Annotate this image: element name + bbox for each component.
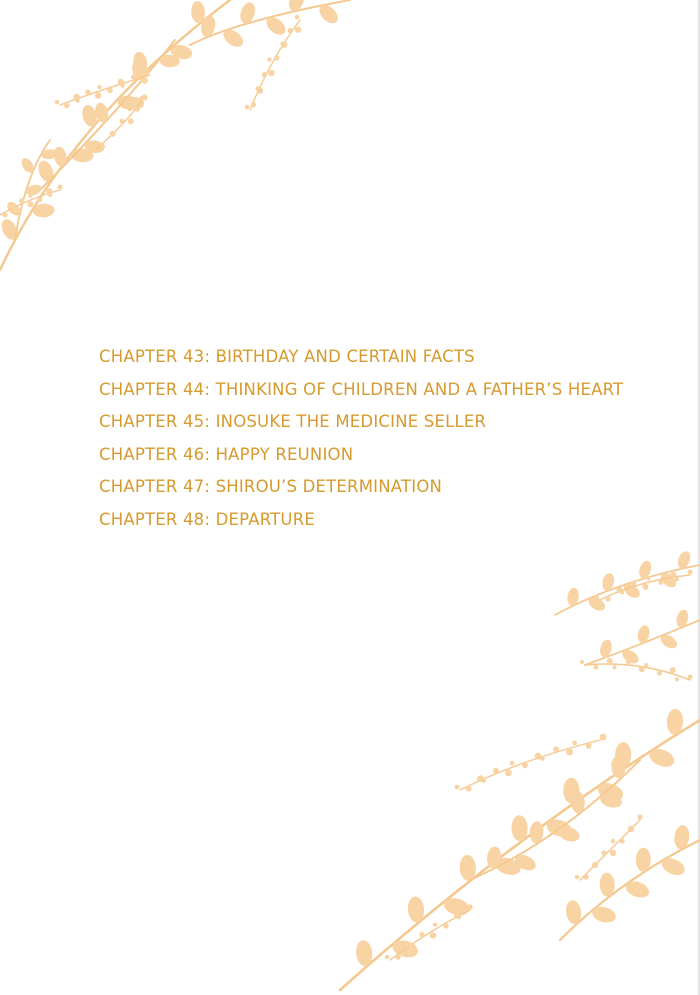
bottom-right-branch-illustration	[340, 549, 700, 990]
bud-shape	[145, 70, 149, 74]
bud-shape	[288, 28, 293, 33]
bud-shape	[251, 102, 256, 107]
bud-shape	[670, 667, 676, 673]
bud-shape	[140, 96, 144, 100]
bud-shape	[409, 944, 413, 948]
bud-shape	[55, 100, 59, 104]
toc-entry-chapter-44[interactable]: CHAPTER 44: THINKING OF CHILDREN AND A FATHER’S HEART	[99, 379, 624, 399]
bud-shape	[687, 674, 692, 679]
bud-shape	[611, 839, 615, 843]
bud-shape	[430, 932, 436, 938]
bud-shape	[612, 665, 616, 669]
bud-shape	[274, 55, 279, 60]
bud-shape	[620, 590, 624, 594]
toc-entry-chapter-48[interactable]: CHAPTER 48: DEPARTURE	[99, 509, 316, 529]
bud-shape	[419, 932, 424, 937]
bud-shape	[631, 581, 636, 586]
bud-shape	[553, 746, 559, 752]
bud-shape	[675, 677, 679, 681]
bud-shape	[457, 915, 461, 919]
bud-shape	[267, 57, 271, 61]
bud-shape	[601, 850, 606, 855]
bud-shape	[128, 107, 132, 111]
bud-shape	[11, 207, 15, 211]
bud-shape	[595, 595, 599, 599]
bud-shape	[593, 665, 598, 670]
bud-shape	[675, 577, 679, 581]
bud-shape	[600, 734, 607, 741]
bud-shape	[245, 105, 249, 109]
bud-shape	[135, 107, 140, 112]
toc-entry-chapter-46[interactable]: CHAPTER 46: HAPPY REUNION	[99, 444, 354, 464]
bud-shape	[120, 83, 124, 87]
bud-shape	[19, 198, 24, 203]
bud-shape	[540, 756, 545, 761]
bud-shape	[128, 118, 134, 124]
bud-shape	[131, 74, 136, 79]
bud-shape	[586, 743, 592, 749]
stem-shape	[460, 740, 600, 790]
bud-shape	[493, 768, 499, 774]
bud-shape	[626, 659, 631, 664]
bud-shape	[100, 144, 105, 149]
bud-shape	[580, 660, 584, 664]
bud-shape	[593, 863, 597, 867]
leaf-shape	[659, 855, 687, 878]
bud-shape	[644, 663, 648, 667]
toc-entry-chapter-43[interactable]: CHAPTER 43: BIRTHDAY AND CERTAIN FACTS	[99, 347, 475, 366]
bud-shape	[443, 923, 448, 928]
bud-shape	[107, 88, 112, 93]
bud-shape	[29, 194, 33, 198]
bud-shape	[619, 838, 624, 843]
bud-shape	[522, 763, 528, 769]
stem-shape	[250, 20, 300, 110]
bud-shape	[295, 27, 301, 33]
bud-shape	[433, 922, 437, 926]
bud-shape	[467, 904, 472, 909]
bud-shape	[395, 954, 400, 959]
bud-shape	[466, 786, 472, 792]
bud-shape	[268, 70, 274, 76]
bud-shape	[583, 874, 588, 879]
bud-shape	[510, 761, 515, 766]
bud-shape	[607, 658, 613, 664]
bud-shape	[610, 850, 616, 856]
toc-entry-chapter-45[interactable]: CHAPTER 45: INOSUKE THE MEDICINE SELLER	[99, 412, 487, 432]
bud-shape	[687, 569, 692, 574]
bud-shape	[481, 778, 486, 783]
bud-shape	[48, 193, 52, 197]
bud-shape	[575, 875, 579, 879]
bud-shape	[64, 103, 69, 108]
bud-shape	[657, 671, 662, 676]
bud-shape	[643, 584, 649, 590]
bud-shape	[629, 827, 633, 831]
table-of-contents	[99, 344, 689, 540]
bud-shape	[572, 741, 577, 746]
bud-shape	[97, 85, 101, 89]
bud-shape	[3, 213, 8, 218]
bud-shape	[385, 955, 389, 959]
bud-shape	[95, 92, 101, 98]
bud-shape	[647, 576, 651, 580]
bud-shape	[75, 98, 79, 102]
bud-shape	[295, 15, 299, 19]
bud-shape	[28, 201, 34, 207]
bud-shape	[111, 131, 115, 135]
bud-shape	[670, 572, 676, 578]
toc-entry-chapter-47[interactable]: CHAPTER 47: SHIROU’S DETERMINATION	[99, 477, 443, 497]
bud-shape	[90, 145, 94, 149]
bud-shape	[37, 197, 42, 202]
top-left-branch-illustration	[0, 0, 350, 270]
bud-shape	[606, 597, 611, 602]
bud-shape	[142, 77, 148, 83]
bud-shape	[637, 814, 642, 819]
bud-shape	[639, 666, 645, 672]
bud-shape	[262, 72, 267, 77]
bud-shape	[455, 785, 460, 790]
bud-shape	[280, 41, 284, 45]
bud-shape	[505, 769, 512, 776]
bud-shape	[120, 119, 125, 124]
bud-shape	[658, 580, 663, 585]
bud-shape	[566, 749, 573, 756]
bud-shape	[255, 86, 259, 90]
bud-shape	[57, 184, 62, 189]
bud-shape	[85, 89, 90, 94]
